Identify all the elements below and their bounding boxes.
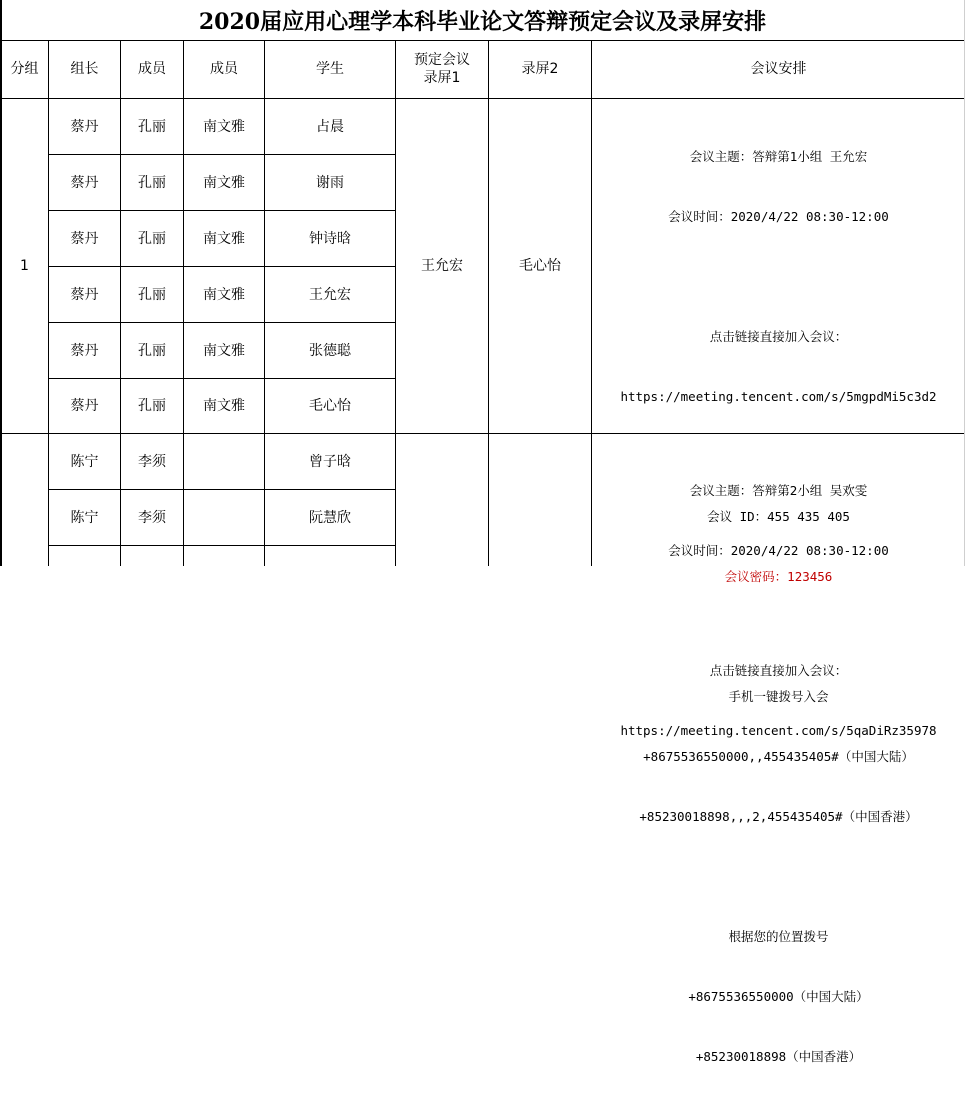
- meeting-time: 会议时间：2020/4/22 08:30-12:00: [668, 209, 889, 224]
- member1-cell: 孔丽: [138, 174, 166, 191]
- leader-cell: 蔡丹: [70, 230, 99, 247]
- member1-cell: 孔丽: [138, 398, 166, 414]
- meeting-join-prompt: 点击链接直接加入会议：: [709, 663, 848, 678]
- dial-title: 手机一键拨号入会: [728, 689, 829, 704]
- header-member2: 成员: [210, 61, 238, 77]
- header-recorder2: 录屏2: [521, 61, 559, 77]
- location-dial-2: +85230018898（中国香港）: [695, 1049, 862, 1064]
- member2-cell: [184, 490, 264, 545]
- blank-line: [592, 867, 965, 887]
- student-cell: [265, 546, 395, 566]
- student-cell: 张德聪: [309, 342, 351, 359]
- student-cell: 谢雨: [316, 174, 344, 191]
- meeting-link[interactable]: https://meeting.tencent.com/s/5qaDiRz35978: [620, 723, 937, 738]
- leader-cell: 蔡丹: [70, 398, 99, 414]
- student-cell: 毛心怡: [309, 398, 351, 414]
- meeting-topic: 会议主题：答辩第1小组 王允宏: [689, 149, 868, 164]
- student-cell: 占晨: [316, 118, 344, 135]
- meeting-time: 会议时间：2020/4/22 08:30-12:00: [668, 543, 889, 558]
- student-cell: 钟诗晗: [309, 230, 351, 247]
- student-cell: 曾子晗: [309, 453, 351, 470]
- student-cell: 阮慧欣: [309, 509, 351, 526]
- leader-cell: 陈宁: [70, 509, 99, 526]
- header-member1: 成员: [138, 61, 166, 77]
- member2-cell: 南文雅: [203, 174, 245, 191]
- leader-cell: 蔡丹: [70, 174, 99, 191]
- recorder1-cell: 王允宏: [421, 258, 463, 274]
- meeting-join-prompt: 点击链接直接加入会议：: [709, 329, 848, 344]
- member2-cell: 南文雅: [203, 398, 245, 414]
- leader-cell: 蔡丹: [70, 118, 99, 135]
- recorder2-cell: 毛心怡: [519, 258, 561, 274]
- header-recorder1: 预定会议 录屏1: [414, 52, 470, 86]
- blank-line: [592, 267, 965, 287]
- leader-cell: 蔡丹: [70, 286, 99, 303]
- member1-cell: 孔丽: [138, 342, 166, 359]
- member1-cell: 李须: [138, 453, 166, 470]
- member2-cell: 南文雅: [203, 118, 245, 135]
- student-cell: 王允宏: [309, 286, 351, 303]
- member1-cell: 孔丽: [138, 118, 166, 135]
- meeting-id: 会议 ID：455 435 405: [707, 509, 850, 524]
- member1-cell: 李须: [138, 509, 166, 526]
- dial-number-2: +85230018898,,,2,455435405#（中国香港）: [639, 809, 918, 824]
- member2-cell: 南文雅: [203, 286, 245, 303]
- header-leader: 组长: [70, 61, 99, 77]
- sheet-title: 2020届应用心理学本科毕业论文答辩预定会议及录屏安排: [0, 0, 965, 41]
- member2-cell: 南文雅: [203, 230, 245, 247]
- dial-number-1: +8675536550000,,455435405#（中国大陆）: [643, 749, 914, 764]
- header-student: 学生: [316, 61, 344, 77]
- member2-cell: 南文雅: [203, 342, 245, 359]
- leader-cell: 蔡丹: [70, 342, 99, 359]
- member1-cell: 孔丽: [138, 230, 166, 247]
- member1-cell: 孔丽: [138, 286, 166, 303]
- meeting-link[interactable]: https://meeting.tencent.com/s/5mgpdMi5c3d2: [620, 389, 937, 404]
- group-number: 1: [20, 258, 29, 274]
- location-dial-1: +8675536550000（中国大陆）: [688, 989, 869, 1004]
- header-arrangement: 会议安排: [750, 61, 807, 77]
- meeting-topic: 会议主题：答辩第2小组 吴欢雯: [689, 483, 868, 498]
- header-group: 分组: [10, 61, 39, 77]
- location-dial-title: 根据您的位置拨号: [728, 929, 829, 944]
- meeting-password: 会议密码：123456: [724, 569, 833, 584]
- member2-cell: [184, 434, 264, 489]
- blank-line: [592, 601, 965, 621]
- leader-cell: 陈宁: [70, 453, 99, 470]
- meeting-arrangement: [592, 441, 965, 781]
